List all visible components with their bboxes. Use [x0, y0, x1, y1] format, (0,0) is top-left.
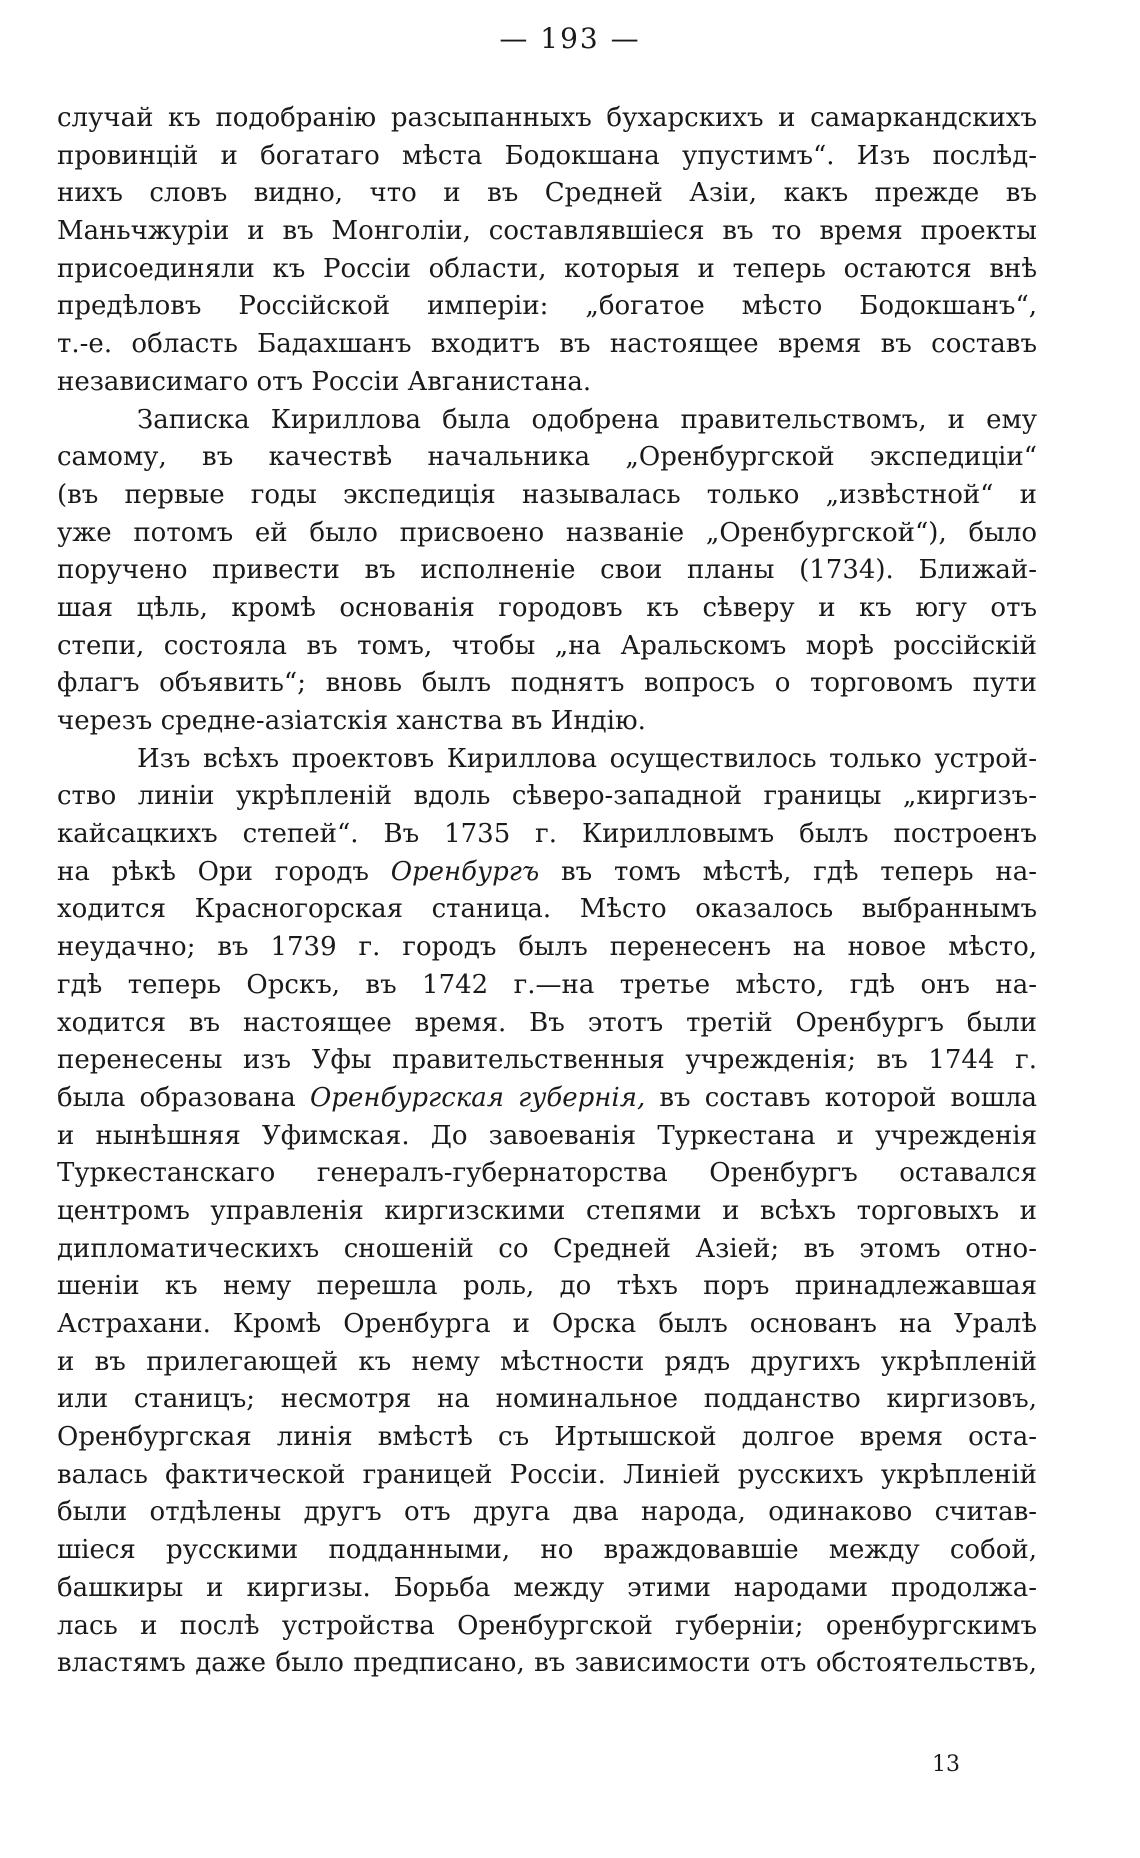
text-line: шеніи къ нему перешла роль, до тѣхъ поръ принадлежавшая: [57, 1271, 1037, 1302]
text-line: независимаго отъ Россіи Авганистана.: [57, 366, 592, 397]
text-line: ходится Красногорская станица. Мѣсто оказалось выбраннымъ: [57, 894, 1037, 925]
text-line: (въ первые годы экспедиція называлась только „извѣстной“ и: [57, 479, 1037, 510]
text-line: центромъ управленія киргизскими степями и всѣхъ торговыхъ и: [57, 1195, 1037, 1226]
text-line-with-italic: [57, 1080, 1037, 1118]
text-line: ходится въ настоящее время. Въ этотъ третій Оренбургъ были: [57, 1007, 1037, 1038]
text-line: дипломатическихъ сношеній со Средней Азіей; въ этомъ отно-: [57, 1233, 1037, 1264]
text-line: или станицъ; несмотря на номинальное подданство киргизовъ,: [57, 1384, 1037, 1415]
printer-signature: 13: [932, 1752, 960, 1777]
text-line: лась и послѣ устройства Оренбургской губерніи; оренбургскимъ: [57, 1610, 1037, 1641]
text-line: Записка Кириллова была одобрена правительствомъ, и ему: [137, 404, 1037, 435]
text-line: степи, состояла въ томъ, чтобы „на Аральскомъ морѣ россійскій: [57, 630, 1037, 661]
text-line: случай къ подобранію разсыпанныхъ бухарскихъ и самаркандскихъ: [57, 103, 1037, 133]
text-line: ство линіи укрѣпленій вдоль сѣверо-западной границы „киргизъ-: [57, 781, 1037, 812]
text-fragment: въ составъ которой вошла: [645, 1082, 1037, 1113]
text-line: кайсацкихъ степей“. Въ 1735 г. Кирилловымъ былъ построенъ: [57, 819, 1037, 850]
text-line: черезъ средне-азіатскія ханства въ Индію.: [57, 706, 646, 736]
text-line: Оренбургская линія вмѣстѣ съ Иртышской долгое время оста-: [57, 1422, 1037, 1453]
italic-province-name: Оренбургская губернія,: [309, 1082, 646, 1113]
text-fragment: была образована: [57, 1082, 296, 1113]
text-line: уже потомъ ей было присвоено названіе „Оренбургской“), было: [57, 517, 1037, 548]
text-line: провинцій и богатаго мѣста Бодокшана упустимъ“. Изъ послѣд-: [57, 140, 1037, 171]
text-line: Туркестанскаго генералъ-губернаторства Оренбургъ оставался: [57, 1158, 1037, 1189]
text-line: Маньчжуріи и въ Монголіи, составлявшіеся въ то время проекты: [57, 216, 1037, 247]
body-text: [57, 100, 1037, 1683]
italic-place-name: Оренбургъ: [390, 856, 540, 887]
text-line: предѣловъ Россійской имперіи: „богатое мѣсто Бодокшанъ“,: [57, 291, 1037, 322]
text-line: властямъ даже было предписано, въ зависимости отъ обстоятельствъ,: [57, 1648, 1037, 1679]
page-number: — 193 —: [499, 22, 641, 55]
text-line: Астрахани. Кромѣ Оренбурга и Орска былъ основанъ на Уралѣ: [57, 1309, 1037, 1339]
text-line: перенесены изъ Уфы правительственныя учрежденія; въ 1744 г.: [57, 1045, 1037, 1076]
text-fragment: въ томъ мѣстѣ, гдѣ теперь на-: [539, 856, 1037, 887]
text-line: неудачно; въ 1739 г. городъ былъ перенесенъ на новое мѣсто,: [57, 932, 1037, 963]
text-line: были отдѣлены другъ отъ друга два народа, одинаково считав-: [57, 1497, 1037, 1528]
text-line: валась фактической границей Россіи. Линіей русскихъ укрѣпленій: [57, 1459, 1037, 1490]
text-line: т.-е. область Бадахшанъ входитъ въ настоящее время въ составъ: [57, 329, 1037, 360]
text-line: башкиры и киргизы. Борьба между этими народами продолжа-: [57, 1572, 1037, 1603]
text-line: гдѣ теперь Орскъ, въ 1742 г.—на третье мѣсто, гдѣ онъ на-: [57, 969, 1037, 1000]
text-line: флагъ объявить“; вновь былъ поднятъ вопросъ о торговомъ пути: [57, 668, 1037, 699]
text-line: шіеся русскими подданными, но враждовавшіе между собой,: [57, 1535, 1037, 1566]
text-line: нихъ словъ видно, что и въ Средней Азіи, какъ прежде въ: [57, 178, 1037, 209]
text-line: и въ прилегающей къ нему мѣстности рядъ другихъ укрѣпленій: [57, 1346, 1037, 1377]
text-fragment: на рѣкѣ Ори городъ: [57, 856, 369, 887]
text-line: присоединяли къ Россіи области, которыя и теперь остаются внѣ: [57, 253, 1037, 284]
text-line: самому, въ качествѣ начальника „Оренбургской экспедиціи“: [57, 442, 1037, 473]
text-line: шая цѣль, кромѣ основанія городовъ къ сѣверу и къ югу отъ: [57, 592, 1037, 623]
text-line: поручено привести въ исполненіе свои планы (1734). Ближай-: [57, 555, 1037, 586]
text-line: Изъ всѣхъ проектовъ Кириллова осуществилось только устрой-: [137, 743, 1037, 774]
text-line: и нынѣшняя Уфимская. До завоеванія Туркестана и учрежденія: [57, 1120, 1037, 1151]
text-line-with-italic: [57, 854, 1037, 892]
